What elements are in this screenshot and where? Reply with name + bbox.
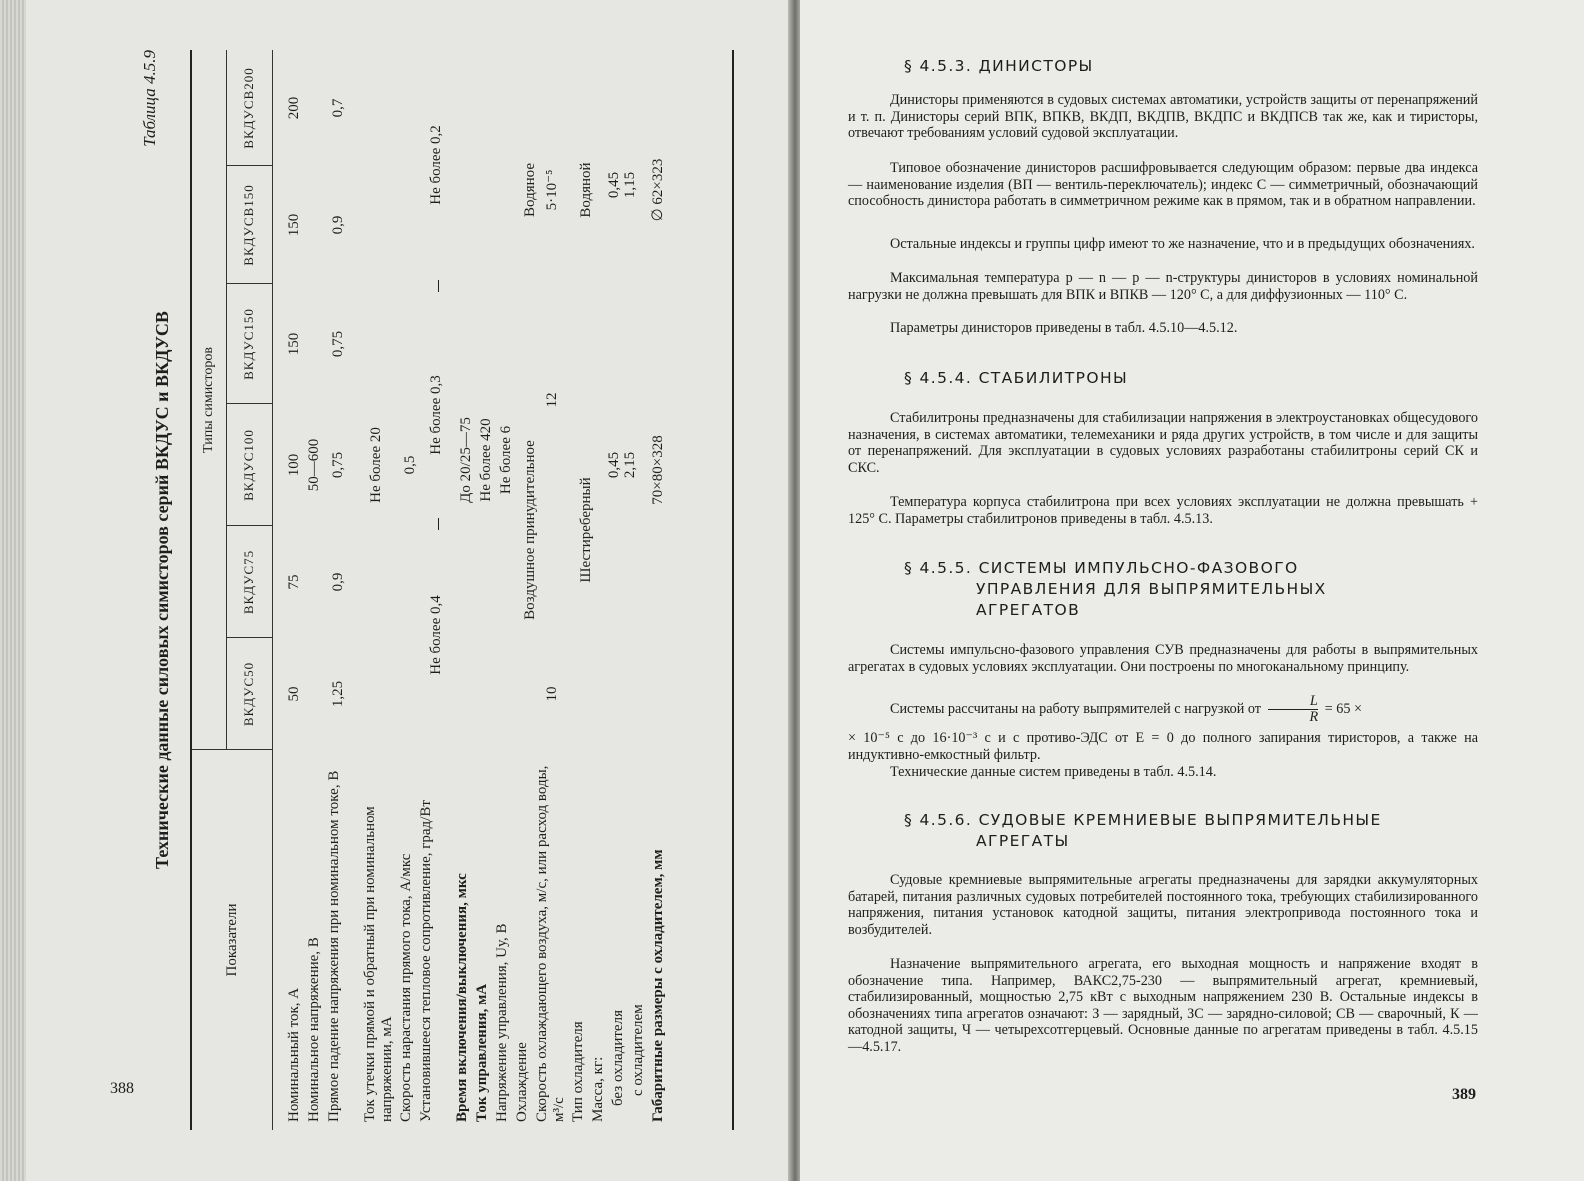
cell-current-150: 150	[286, 332, 302, 356]
right-page	[800, 0, 1584, 1181]
cell-cooling-air: Воздушное принудительное	[522, 440, 538, 620]
cell-dims-b: ∅ 62×323	[650, 158, 666, 222]
row-label-ctrl-voltage: Напряжение управления, Uу, В	[494, 923, 510, 1122]
row-label-drop: Прямое падение напряжения при номинальном токе, В	[326, 770, 342, 1122]
fraction-l-over-r	[1268, 694, 1319, 725]
row-label-voltage: Номинальное напряжение, В	[306, 937, 322, 1122]
cell-speed-b: 12	[544, 392, 560, 408]
cell-current-v200: 200	[286, 96, 302, 120]
cell-time: До 20/25—75	[458, 417, 474, 503]
col-header-vkdusv200: ВКДУСВ200	[226, 50, 273, 166]
table-caption	[140, 50, 180, 1130]
row-label-current: Номинальный ток, А	[286, 987, 302, 1122]
cell-mass-without-b: 0,45	[606, 171, 622, 199]
row-label-time: Время включения/выключения, мкс	[454, 873, 470, 1122]
table-label: Таблица 4.5.9	[140, 50, 159, 147]
cell-mass-with-a: 2,15	[622, 451, 638, 479]
col-header-vkdusv150: ВКДУСВ150	[226, 165, 273, 284]
rotated-table-block	[140, 50, 750, 1130]
paragraph-455-2-start: Системы рассчитаны на работу выпрямителей с нагрузкой от	[890, 700, 1261, 717]
section-heading-456-line2: АГРЕГАТЫ	[976, 832, 1070, 850]
cell-current-v150: 150	[286, 213, 302, 237]
cell-speed-c: 5·10⁻⁵	[544, 169, 560, 211]
col-header-vkdus100: ВКДУС100	[226, 403, 273, 526]
row-label-leak: Ток утечки прямой и обратный при номинальном напряжении, мА	[362, 806, 395, 1122]
cell-voltage: 50—600	[306, 438, 322, 492]
col-header-vkdus150: ВКДУС150	[226, 283, 273, 404]
section-heading-455-line2: УПРАВЛЕНИЯ ДЛЯ ВЫПРЯМИТЕЛЬНЫХ	[976, 580, 1327, 598]
table-title: Технические данные силовых симисторов серий ВКДУС и ВКДУСВ	[152, 311, 172, 869]
paragraph-453-4: Максимальная температура p — n — p — n-структуры динисторов в условиях номинальной нагрузки не должна превышать для ВПК и ВПКВ — 120° С, а для диффузионных — 110° С.	[848, 270, 1478, 303]
cell-drop-75: 0,9	[330, 572, 346, 592]
cell-thermal-b: Не более 0,3	[428, 375, 444, 455]
cell-current-75: 75	[286, 574, 302, 590]
section-heading-454: § 4.5.4. СТАБИЛИТРОНЫ	[904, 369, 1129, 387]
header-indicator: Показатели	[192, 749, 273, 1130]
cell-mass-without-a: 0,45	[606, 451, 622, 479]
section-heading-456-line1: § 4.5.6. СУДОВЫЕ КРЕМНИЕВЫЕ ВЫПРЯМИТЕЛЬНЫЕ	[904, 811, 1382, 829]
cell-speed-a: 10	[544, 686, 560, 702]
paragraph-453-3: Остальные индексы и группы цифр имеют то же назначение, что и в предыдущих обозначениях.	[890, 236, 1475, 252]
page-edge-shading	[0, 0, 26, 1181]
row-label-rate: Скорость нарастания прямого тока, А/мкс	[398, 853, 414, 1122]
fraction-denominator: R	[1309, 709, 1319, 725]
row-label-speed: Скорость охлаждающего воздуха, м/с, или расход воды, м³/с	[534, 765, 567, 1122]
cell-mass-with-b: 1,15	[622, 171, 638, 199]
row-label-ctrl-current: Ток управления, мА	[474, 983, 490, 1122]
cell-leak: Не более 20	[368, 427, 384, 503]
row-label-cooling: Охлаждение	[514, 1042, 530, 1122]
section-heading-455-line1: § 4.5.5. СИСТЕМЫ ИМПУЛЬСНО-ФАЗОВОГО	[904, 559, 1299, 577]
cell-cooler-air: Шестиреберный	[578, 477, 594, 583]
paragraph-453-1: Динисторы применяются в судовых системах автоматики, устройств защиты от перенапряжений и т. п. Динисторы серий ВПК, ВПКВ, ВКДП, ВКДПВ, ВКДПС и ВКДПСВ так же, как и тиристоры, отвечают требованиям условий судовой эксплуатации.	[848, 92, 1478, 142]
dash-separator	[438, 518, 439, 530]
cell-drop-150: 0,75	[330, 330, 346, 358]
row-label-thermal: Установившееся тепловое сопротивление, град/Вт	[418, 800, 434, 1122]
paragraph-456-2: Назначение выпрямительного агрегата, его выходная мощность и напряжение входят в обозначение типа. Например, ВАКС2,75-230 — выпрямительный агрегат, кремниевый, стабилизированный, мощностью 2,75 кВт с выходным напряжением 230 В. Остальные индексы в обозначениях типа агрегатов означают: З — зарядный, ЗС — зарядно-силовой; СВ — сварочный, К — катодной защиты, Ч — четырехсотгерцевый. Основные данные по агрегатам приведены в табл. 4.5.15—4.5.17.	[848, 956, 1478, 1055]
paragraph-455-1: Системы импульсно-фазового управления СУВ предназначены для работы в выпрямительных агрегатах в судовых условиях эксплуатации. Они построены по многоканальному принципу.	[848, 642, 1478, 675]
paragraph-454-2: Температура корпуса стабилитрона при всех условиях эксплуатации не должна превышать + 125° С. Параметры стабилитронов приведены в табл. 4.5.13.	[848, 494, 1478, 527]
cell-thermal-c: Не более 0,2	[428, 125, 444, 205]
cell-drop-v150: 0,9	[330, 215, 346, 235]
cell-cooling-water: Водяное	[522, 163, 538, 217]
cell-thermal-a: Не более 0,4	[428, 595, 444, 675]
row-label-cooler-type: Тип охладителя	[570, 1021, 586, 1122]
col-header-vkdus75: ВКДУС75	[226, 525, 273, 638]
paragraph-455-2-line1	[848, 694, 1478, 725]
cell-drop-v200: 0,7	[330, 98, 346, 118]
cell-current-50: 50	[286, 686, 302, 702]
cell-rate: 0,5	[402, 455, 418, 475]
row-label-mass-without: без охладителя	[610, 1010, 626, 1106]
cell-drop-50: 1,25	[330, 680, 346, 708]
cell-cooler-water: Водяной	[578, 162, 594, 218]
header-types: Типы симисторов	[192, 50, 227, 750]
cell-ctrl-voltage: Не более 6	[498, 425, 514, 495]
page-number-left: 388	[110, 1080, 134, 1097]
fraction-numerator: L	[1268, 694, 1319, 710]
row-label-mass: Масса, кг:	[590, 1056, 606, 1122]
row-label-dims: Габаритные размеры с охладителем, мм	[650, 849, 666, 1122]
paragraph-453-2: Типовое обозначение динисторов расшифровывается следующим образом: первые два индекса — наименование изделия (ВП — вентиль-переключатель); индекс С — симметричный, обозначающий способность динистора работать в симметричном режиме как в прямом, так и в обратном направлении.	[848, 160, 1478, 210]
section-heading-455-line3: АГРЕГАТОВ	[976, 601, 1081, 619]
page-number-right: 389	[1452, 1086, 1476, 1103]
cell-ctrl-current: Не более 420	[478, 418, 494, 502]
cell-drop-100: 0,75	[330, 451, 346, 479]
dash-separator	[438, 280, 439, 292]
paragraph-455-2-rest: × 10⁻⁵ с до 16·10⁻³ с и с противо-ЭДС от E = 0 до полного запирания тиристоров, а также на индуктивно-емкостный фильтр.	[848, 730, 1478, 763]
paragraph-453-5: Параметры динисторов приведены в табл. 4.5.10—4.5.12.	[890, 320, 1238, 336]
cell-dims-a: 70×80×328	[650, 435, 666, 505]
section-heading-453: § 4.5.3. ДИНИСТОРЫ	[904, 57, 1094, 75]
symistor-table	[190, 50, 734, 1130]
paragraph-456-1: Судовые кремниевые выпрямительные агрегаты предназначены для зарядки аккумуляторных батарей, питания различных судовых потребителей постоянного тока, требующих стабилизированного напряжения, питания установок катодной защиты, питания электропривода постоянного тока и возбудителей.	[848, 872, 1478, 938]
cell-current-100: 100	[286, 453, 302, 477]
paragraph-455-3: Технические данные систем приведены в табл. 4.5.14.	[890, 764, 1217, 780]
col-header-vkdus50: ВКДУС50	[226, 637, 273, 750]
paragraph-454-1: Стабилитроны предназначены для стабилизации напряжения в электроустановках общесудового назначения, в системах автоматики, телемеханики и ряда других устройств, в том числе и для защиты от перенапряжений. Для эксплуатации в судовых условиях разработаны стабилитроны серий СК и СКС.	[848, 410, 1478, 476]
row-label-mass-with: с охладителем	[630, 1004, 646, 1096]
paragraph-455-2-mid: = 65 ×	[1324, 700, 1363, 717]
